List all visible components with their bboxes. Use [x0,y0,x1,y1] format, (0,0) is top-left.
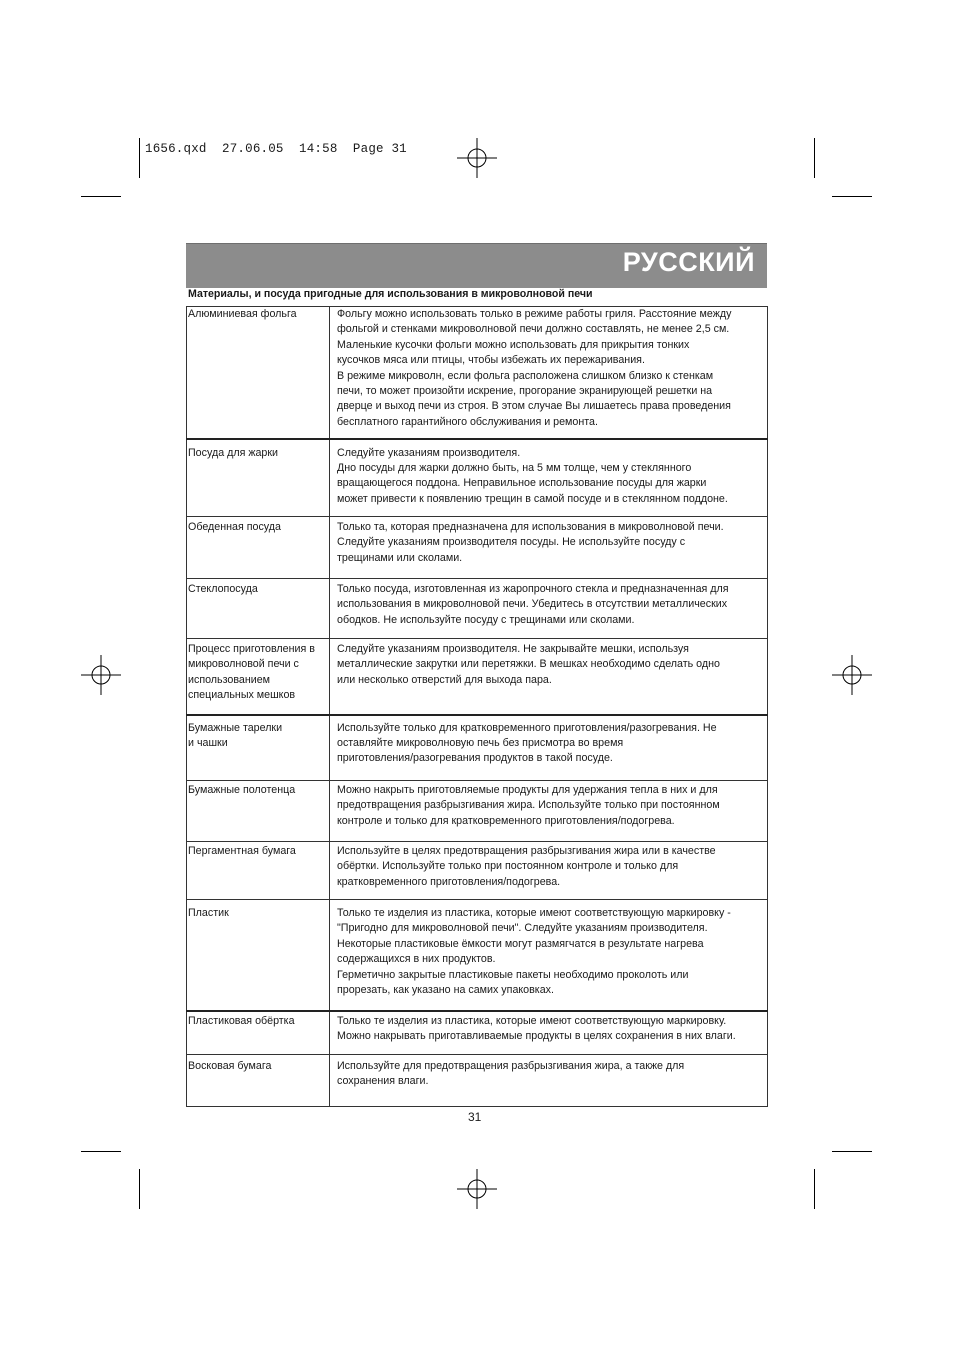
table-row [187,1011,768,1055]
material-description: Только те изделия из пластика, которые имеют соответствующую маркировку. Можно накрывать приготавливаемые продукты в целях сохранения в них влаги. [330,1011,768,1055]
table-row [187,842,768,900]
table-row [187,781,768,842]
materials-table [186,306,768,1107]
crop-mark [139,1169,140,1209]
table-row [187,579,768,639]
material-description: Следуйте указаниям производителя. Не закрывайте мешки, используя металлические закрутки или перетяжки. В мешках необходимо сделать одно или несколько отверстий для выхода пара. [330,639,768,715]
file-slug: 1656.qxd 27.06.05 14:58 Page 31 [145,142,407,156]
registration-mark-icon [832,655,872,695]
material-description: Фольгу можно использовать только в режиме работы гриля. Расстояние между фольгой и стенками микроволновой печи должно составлять, не менее 2,5 см. Маленькие кусочки фольги можно использовать для прикрытия тонких кусочков мяса или птицы, чтобы избежать их пережаривания. В режиме микроволн, если фольга расположена слишком близко к стенкам печи, то может произойти искрение, прогорание экранирующей решетки на дверце и выход печи из строя. В этом случае Вы лишаетесь права проведения бесплатного гарантийного обслуживания и ремонта. [330,307,768,439]
material-name: Посуда для жарки [187,439,330,517]
material-name: Стеклопосуда [187,579,330,639]
table-row [187,439,768,517]
material-name: Пластик [187,900,330,1011]
language-banner [186,243,767,288]
crop-mark [81,196,121,197]
material-description: Только посуда, изготовленная из жаропрочного стекла и предназначенная для использования в микроволновой печи. Убедитесь в отсутствии металлических ободков. Не используйте посуду с трещинами или сколами. [330,579,768,639]
material-description: Только та, которая предназначена для использования в микроволновой печи. Следуйте указаниям производителя посуды. Не используйте посуду с трещинами или сколами. [330,517,768,579]
table-row [187,715,768,781]
material-description: Можно накрыть приготовляемые продукты для удержания тепла в них и для предотвращения разбрызгивания жира. Используйте только при постоянном контроле и только для кратковременного приготовления/подогрева. [330,781,768,842]
crop-mark [832,196,872,197]
material-name: Пергаментная бумага [187,842,330,900]
crop-mark [814,138,815,178]
material-description: Следуйте указаниям производителя. Дно посуды для жарки должно быть, на 5 мм толще, чем у стеклянного вращающегося поддона. Неправильное использование посуды для жарки может привести к появлению трещин в самой посуде и в стеклянном поддоне. [330,439,768,517]
crop-mark [81,1151,121,1152]
material-name: Пластиковая обёртка [187,1011,330,1055]
material-description: Используйте только для кратковременного приготовления/разогревания. Не оставляйте микроволновую печь без присмотра во время приготовления/разогревания продуктов в такой посуде. [330,715,768,781]
section-title: Материалы, и посуда пригодные для использования в микроволновой печи [188,288,593,300]
table-row [187,1055,768,1107]
table-row [187,517,768,579]
material-name: Бумажные полотенца [187,781,330,842]
material-name: Процесс приготовления в микроволновой печи с использованием специальных мешков [187,639,330,715]
page-number: 31 [468,1110,482,1124]
table-row [187,900,768,1011]
banner-title: РУССКИЙ [622,247,755,277]
crop-mark [814,1169,815,1209]
table-row [187,639,768,715]
material-name: Восковая бумага [187,1055,330,1107]
table-row [187,307,768,439]
material-name: Алюминиевая фольга [187,307,330,439]
material-description: Используйте в целях предотвращения разбрызгивания жира или в качестве обёртки. Используйте только при постоянном контроле и только для кратковременного приготовления/подогрева. [330,842,768,900]
registration-mark-icon [457,138,497,178]
material-name: Обеденная посуда [187,517,330,579]
material-description: Только те изделия из пластика, которые имеют соответствующую маркировку - "Пригодно для микроволновой печи". Следуйте указаниям производителя. Некоторые пластиковые ёмкости могут размягчатся в результате нагрева содержащихся в них продуктов. Герметично закрытые пластиковые пакеты необходимо проколоть или прорезать, как указано на самих упаковках. [330,900,768,1011]
material-description: Используйте для предотвращения разбрызгивания жира, а также для сохранения влаги. [330,1055,768,1107]
crop-mark [139,138,140,178]
registration-mark-icon [81,655,121,695]
crop-mark [832,1151,872,1152]
material-name: Бумажные тарелки и чашки [187,715,330,781]
registration-mark-icon [457,1169,497,1209]
